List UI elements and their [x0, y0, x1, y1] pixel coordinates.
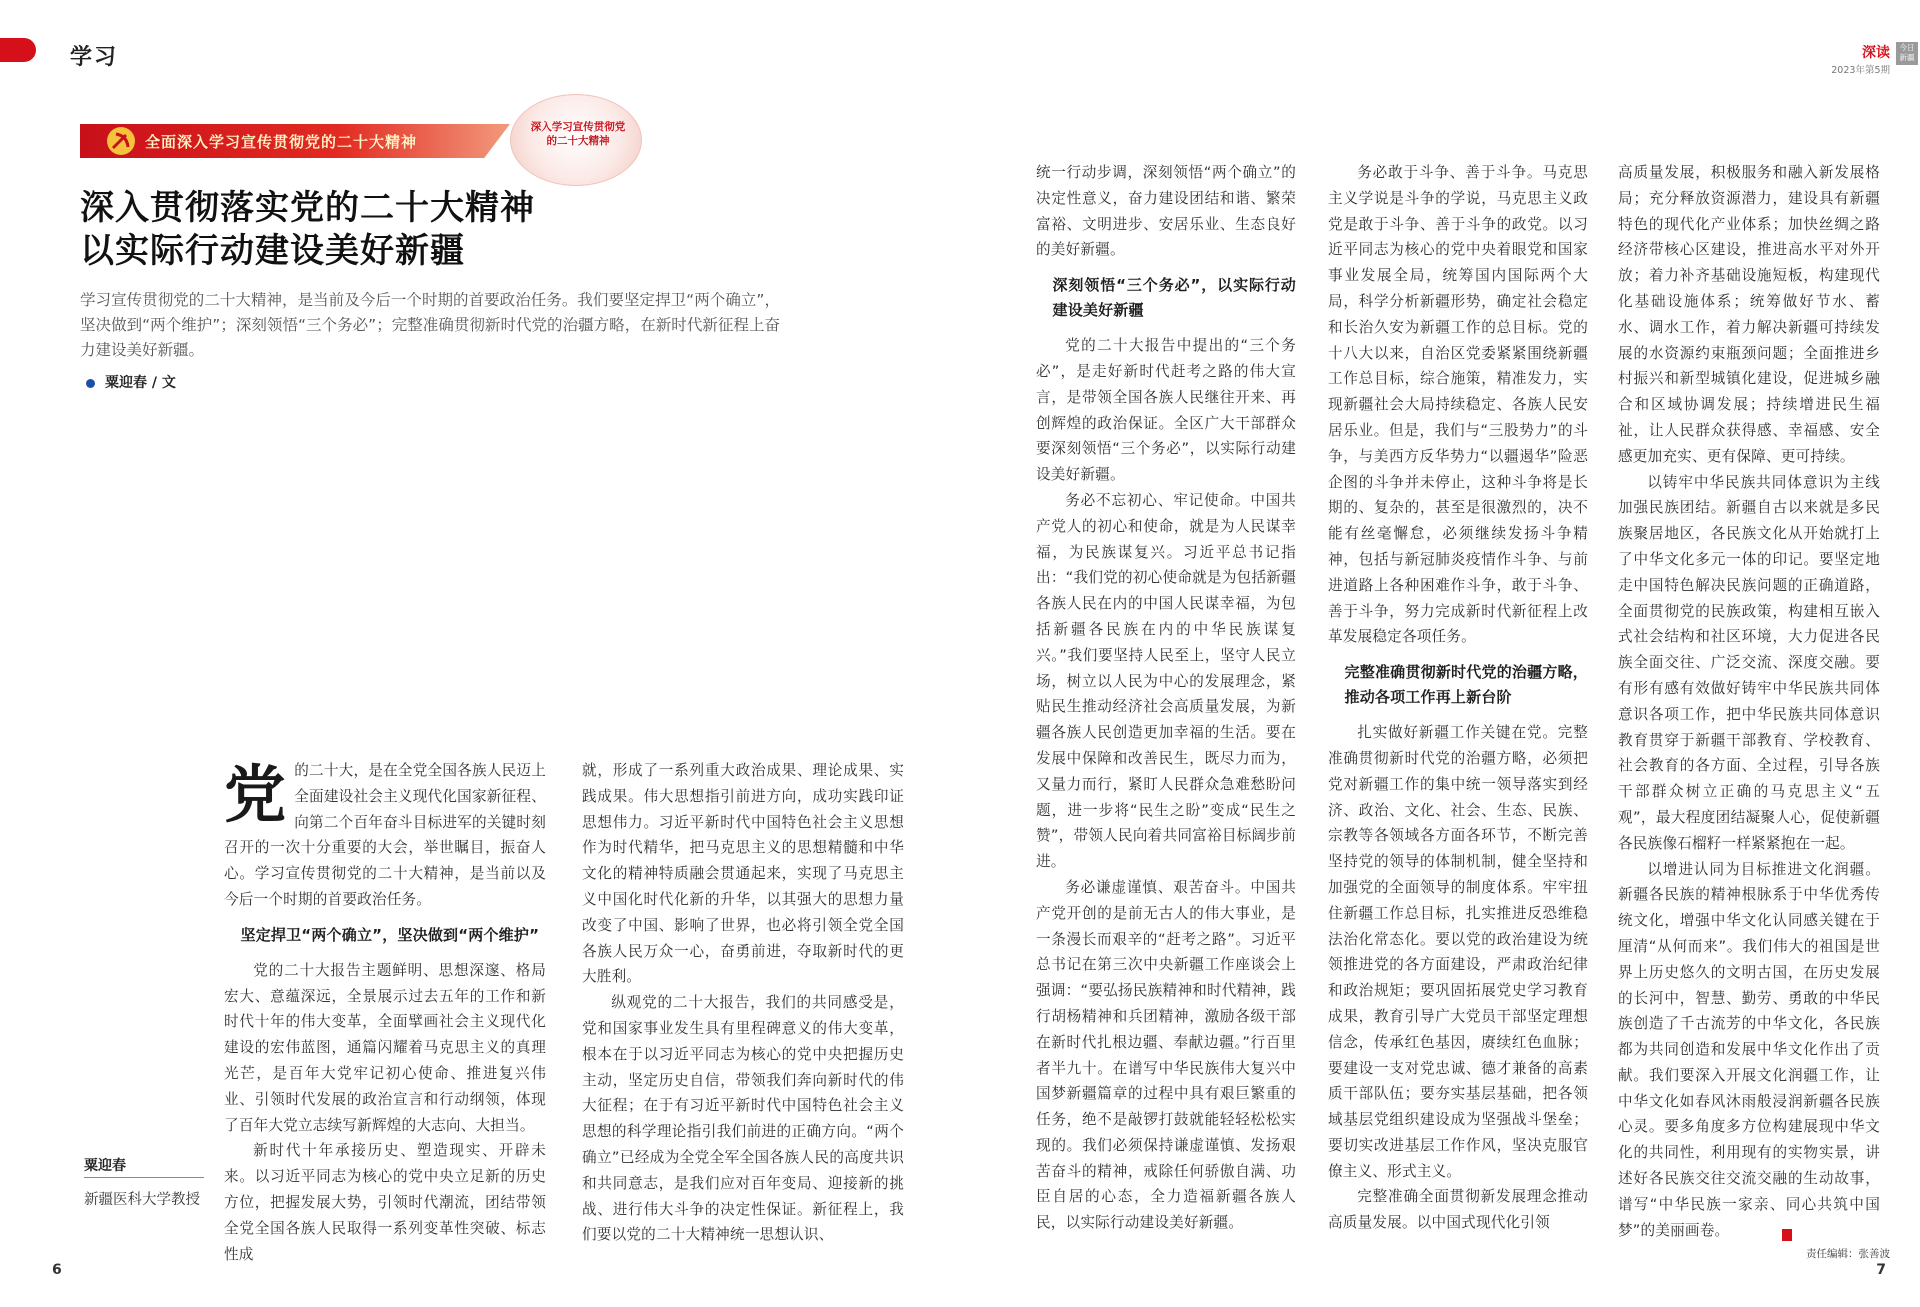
byline-dot-icon — [86, 379, 95, 388]
paragraph: 纵观党的二十大报告，我们的共同感受是，党和国家事业发生具有里程碑意义的伟大变革，根本在于以习近平同志为核心的党中央把握历史主动，坚定历史自信，带领我们奔向新时代的伟大征程；在于有习近平新时代中国特色社会主义思想的科学理论指引我们前进的正确方向。“两个确立”已经成为全党全军全国各族人民的高度共识和共同意志，是我们应对百年变局、迎接新的挑战、进行伟大斗争的决定性保证。新征程上，我们要以党的二十大精神统一思想认识、 — [582, 994, 904, 1244]
page-number-right: 7 — [1876, 1262, 1886, 1278]
article-column-4 — [1328, 160, 1588, 1236]
end-mark-icon — [1782, 1229, 1792, 1241]
paragraph: 高质量发展，积极服务和融入新发展格局；充分释放资源潜力，建设具有新疆特色的现代化产业体系；加快丝绸之路经济带核心区建设，推进高水平对外开放；着力补齐基础设施短板，构建现代化基础设施体系；统筹做好节水、蓄水、调水工作，着力解决新疆可持续发展的水资源约束瓶颈问题；全面推进乡村振兴和新型城镇化建设，促进城乡融合和区域协调发展；持续增进民生福祉，让人民群众获得感、幸福感、安全感更加充实、更有保障、更可持续。 — [1618, 164, 1880, 465]
paragraph: 党的二十大报告中提出的“三个务必”，是走好新时代赶考之路的伟大宣言，是带领全国各族人民继往开来、再创辉煌的政治保证。全区广大干部群众要深刻领悟“三个务必”，以实际行动建设美好新疆。 — [1036, 337, 1296, 484]
paragraph: 以铸牢中华民族共同体意识为主线加强民族团结。新疆自古以来就是多民族聚居地区，各民族文化从开始就打上了中华文化多元一体的印记。要坚定地走中国特色解决民族问题的正确道路，全面贯彻党的民族政策，构建相互嵌入式社会结构和社区环境，大力促进各民族全面交往、广泛交流、深度交融。要有形有感有效做好铸牢中华民族共同体意识各项工作，把中华民族共同体意识教育贯穿于新疆干部教育、学校教育、社会教育的各方面、全过程，引导各族干部群众树立正确的马克思主义“五观”，最大程度团结凝聚人心，促使新疆各民族像石榴籽一样紧紧抱在一起。 — [1618, 473, 1880, 852]
paragraph: 以增进认同为目标推进文化润疆。新疆各民族的精神根脉系于中华优秀传统文化，增强中华文化认同感关键在于厘清“从何而来”。我们伟大的祖国是世界上历史悠久的文明古国，在历史发展的长河中，智慧、勤劳、勇敢的中华民族创造了千古流芳的中华文化，各民族都为共同创造和发展中华文化作出了贡献。我们要深入开展文化润疆工作，让中华文化如春风沐雨般浸润新疆各民族心灵。要多角度多方位构建展现中华文化的共同性，利用现有的实物实景，讲述好各民族交往交流交融的生动故事，谱写“中华民族一家亲、同心共筑中国梦”的美丽画卷。 — [1618, 860, 1880, 1239]
author-divider — [84, 1177, 204, 1178]
paragraph: 就，形成了一系列重大政治成果、理论成果、实践成果。伟大思想指引前进方向，成功实践印证思想伟力。习近平新时代中国特色社会主义思想作为时代精华，把马克思主义的思想精髓和中华文化的精神特质融会贯通起来，实现了马克思主义中国化时代化新的升华，以其强大的思想力量改变了中国、影响了世界，也必将引领全党全国各族人民万众一心，奋勇前进，夺取新时代的更大胜利。 — [582, 762, 904, 986]
author-title: 新疆医科大学教授 — [84, 1192, 200, 1208]
masthead — [1831, 42, 1915, 76]
paragraph: 扎实做好新疆工作关键在党。完整准确贯彻新时代党的治疆方略，必须把党对新疆工作的集中统一领导落实到经济、政治、文化、社会、生态、民族、宗教等各领域各方面各环节，不断完善坚持党的领导的体制机制，健全坚持和加强党的全面领导的制度体系。牢牢扭住新疆工作总目标，扎实推进反恐维稳法治化常态化。要以党的政治建设为统领推进党的各方面建设，严肃政治纪律和政治规矩；要巩固拓展党史学习教育成果，教育引导广大党员干部坚定理想信念，传承红色基因，赓续红色血脉；要建设一支对党忠诚、德才兼备的高素质干部队伍；要夯实基层基础，把各领域基层党组织建设成为坚强战斗堡垒；要切实改进基层工作作风，坚决克服官僚主义、形式主义。 — [1328, 724, 1588, 1180]
masthead-issue: 2023年第5期 — [1831, 65, 1890, 76]
paragraph: 新时代十年承接历史、塑造现实、开辟未来。以习近平同志为核心的党中央立足新的历史方位，把握发展大势，引领时代潮流，团结带领全党全国各族人民取得一系列变革性突破、标志性成 — [224, 1142, 546, 1263]
paragraph: 务必敢于斗争、善于斗争。马克思主义学说是斗争的学说，马克思主义政党是敢于斗争、善于斗争的政党。以习近平同志为核心的党中央着眼党和国家事业发展全局，统筹国内国际两个大局，科学分析新疆形势，确定社会稳定和长治久安为新疆工作的总目标。党的十八大以来，自治区党委紧紧围绕新疆工作总目标，综合施策，精准发力，实现新疆社会大局持续稳定、各族人民安居乐业。但是，我们与“三股势力”的斗争，与美西方反华势力“以疆遏华”险恶企图的斗争并未停止，这种斗争将是长期的、复杂的，甚至是很激烈的，决不能有丝毫懈怠，必须继续发扬斗争精神，包括与新冠肺炎疫情作斗争、与前进道路上各种困难作斗争，敢于斗争、善于斗争，努力完成新时代新征程上改革发展稳定各项任务。 — [1328, 164, 1588, 646]
section-heading: 深刻领悟“三个务必”，以实际行动建设美好新疆 — [1052, 276, 1296, 320]
author-name: 粟迎春 — [84, 1158, 126, 1174]
article-column-1 — [224, 758, 546, 1267]
badge-text: 深入学习宣传贯彻党的二十大精神 — [530, 121, 626, 147]
article-column-5 — [1618, 160, 1880, 1243]
article-column-3 — [1036, 160, 1296, 1236]
paragraph: 党的二十大报告主题鲜明、思想深邃、格局宏大、意蕴深远，全景展示过去五年的工作和新时代十年的伟大变革，全面擘画社会主义现代化建设的宏伟蓝图，通篇闪耀着马克思主义的真理光芒，是百年大党牢记初心使命、推进复兴伟业、引领时代发展的政治宣言和行动纲领，体现了百年大党立志续写新辉煌的大志向、大担当。 — [224, 961, 546, 1134]
masthead-title: 深读 — [1862, 45, 1890, 61]
section-heading: 完整准确贯彻新时代党的治疆方略，推动各项工作再上新台阶 — [1344, 663, 1588, 707]
paragraph: 务必不忘初心、牢记使命。中国共产党人的初心和使命，就是为人民谋幸福，为民族谋复兴。习近平总书记指出：“我们党的初心使命就是为包括新疆各族人民在内的中国人民谋幸福，为包括新疆各民族在内的中华民族谋复兴。”我们要坚持人民至上，坚守人民立场，树立以人民为中心的发展理念，紧贴民生推动经济社会高质量发展，为新疆各族人民创造更加幸福的生活。要在发展中保障和改善民生，既尽力而为，又量力而行，紧盯人民群众急难愁盼问题，进一步将“民生之盼”变成“民生之赞”，带领人民向着共同富裕目标阔步前进。 — [1036, 491, 1296, 871]
paragraph: 的二十大，是在全党全国各族人民迈上全面建设社会主义现代化国家新征程、向第二个百年奋斗目标进军的关键时刻召开的一次十分重要的大会，举世瞩目，振奋人心。学习宣传贯彻党的二十大精神，是当前以及今后一个时期的首要政治任务。 — [224, 762, 546, 908]
paragraph: 完整准确全面贯彻新发展理念推动高质量发展。以中国式现代化引领 — [1328, 1188, 1588, 1232]
page-number-left: 6 — [52, 1262, 62, 1278]
article-title-line2: 以实际行动建设美好新疆 — [80, 231, 465, 271]
banner-text: 全面深入学习宣传贯彻党的二十大精神 — [145, 133, 418, 151]
byline — [86, 372, 176, 392]
section-heading: 坚定捍卫“两个确立”，坚决做到“两个维护” — [240, 925, 540, 944]
section-marker — [0, 38, 36, 62]
party-emblem-icon — [104, 124, 138, 158]
article-title-line1: 深入贯彻落实党的二十大精神 — [80, 188, 535, 228]
paragraph: 统一行动步调，深刻领悟“两个确立”的决定性意义，奋力建设团结和谐、繁荣富裕、文明进步、安居乐业、生态良好的美好新疆。 — [1036, 164, 1296, 259]
editor-credit: 责任编辑：张善波 — [1806, 1248, 1890, 1260]
article-column-2 — [582, 758, 904, 1248]
section-label: 学习 — [70, 45, 119, 70]
paragraph: 务必谦虚谨慎、艰苦奋斗。中国共产党开创的是前无古人的伟大事业，是一条漫长而艰辛的“赶考之路”。习近平总书记在第三次中央新疆工作座谈会上强调：“要弘扬民族精神和时代精神，践行胡杨精神和兵团精神，激励各级干部在新时代扎根边疆、奉献边疆。”行百里者半九十。在谱写中华民族伟大复兴中国梦新疆篇章的过程中具有艰巨繁重的任务，绝不是敲锣打鼓就能轻轻松松实现的。我们必须保持谦虚谨慎、发扬艰苦奋斗的精神，戒除任何骄傲自满、功臣自居的心态，全力造福新疆各族人民，以实际行动建设美好新疆。 — [1036, 878, 1296, 1232]
masthead-logo: 今日 新疆 — [1896, 42, 1918, 65]
byline-text: 粟迎春 / 文 — [105, 375, 176, 391]
article-lede: 学习宣传贯彻党的二十大精神，是当前及今后一个时期的首要政治任务。我们要坚定捍卫“两个确立”，坚决做到“两个维护”；深刻领悟“三个务必”；完整准确贯彻新时代党的治疆方略，在新时代新征程上奋力建设美好新疆。 — [80, 291, 780, 359]
drop-cap: 党 — [224, 758, 287, 831]
